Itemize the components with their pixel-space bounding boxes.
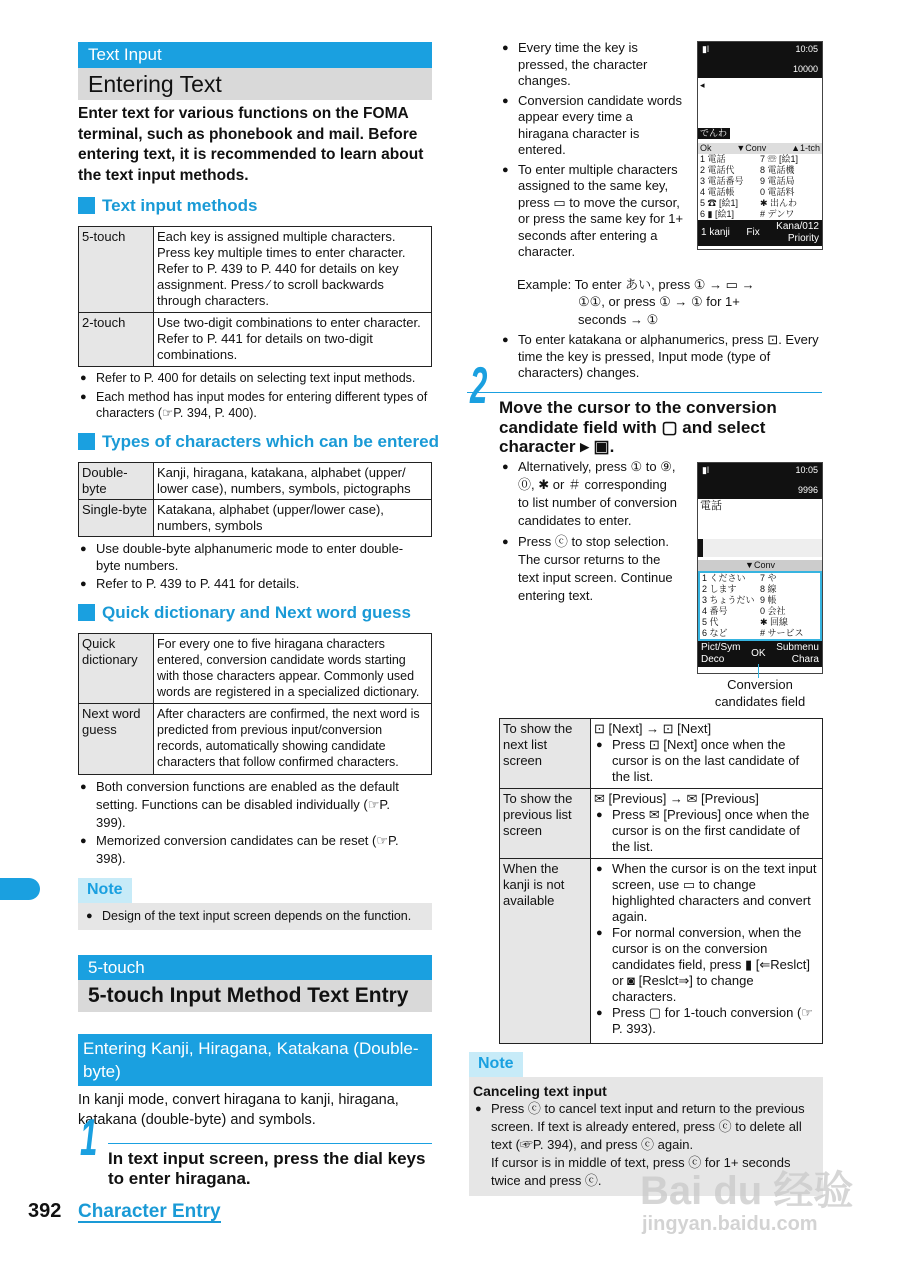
section-title: 5-touch Input Method Text Entry (78, 980, 432, 1012)
heading-input-methods: Text input methods (78, 196, 258, 216)
key-bullets (500, 40, 685, 261)
step2-bullets (500, 458, 680, 605)
intro-text: Enter text for various functions on the FOMA terminal, such as phonebook and mail. Before entering text, it is recommended to learn about the text input methods. (78, 105, 424, 184)
list-item: ● Memorized conversion candidates can be reset (☞P. 398). (78, 832, 408, 868)
softkey: 1 kanji (701, 227, 730, 238)
phone-screen-1: ▮l 10:05 10000 ◂ でんわ Ok ▼Conv ▲1-tch 1 電話 2 電話代 3 電話番号 4 電話帳 5 ☎ [絵1] 6 ▮ [絵1] 7 ☏ [絵1] 8 電話機 9 電話局 0 電話料 ✱ 出んわ # デンワ 1 kanji Fix Kana/012 Priority (697, 41, 823, 250)
cell-label: To show the previous list screen (500, 789, 591, 859)
katakana-bullet (500, 332, 820, 382)
conversion-table (499, 718, 823, 1044)
methods-bullets (78, 370, 436, 422)
candidate[interactable]: 4 番号 (702, 606, 728, 616)
page-title: Entering Text (78, 68, 432, 100)
phone-screen-2 (697, 462, 823, 674)
section-category: 5-touch (78, 955, 432, 981)
callout-line (758, 664, 759, 678)
step-text: In text input screen, press the dial keys to enter hiragana. (108, 1143, 432, 1189)
cell-label: When the kanji is not available (500, 859, 591, 1044)
input-text: 電話 (700, 500, 722, 512)
list-item: ● Press ⓒ to stop selection. The cursor returns to the text input screen. Continue entering text. (500, 533, 680, 605)
candidate: 3 電話番号 (700, 176, 744, 186)
cell-label: Next word guess (79, 704, 154, 775)
methods-table (78, 226, 432, 367)
candidate[interactable]: 8 線 (760, 584, 777, 594)
step-text: Move the cursor to the conversion candidate field with ▢ and select character ▸ ▣. (499, 398, 777, 456)
char-count: 9996 (797, 485, 818, 495)
candidate: 8 電話機 (760, 165, 795, 175)
heading-quick-dictionary: Quick dictionary and Next word guess (78, 603, 411, 623)
quick-table (78, 633, 432, 775)
cell-desc: Kanji, hiragana, katakana, alphabet (upper/ lower case), numbers, symbols, pictographs (154, 463, 432, 500)
list-item: ● Design of the text input screen depends on the function. (84, 908, 426, 925)
cell-head: ✉ [Previous] → ✉ [Previous] (594, 791, 759, 806)
list-item: ● Press ⓒ to cancel text input and return to the previous screen. If text is already entered, press ⓒ to delete all text (☞P. 394), and press ⓒ again. (473, 1100, 819, 1154)
list-item: ● Alternatively, press ① to ⑨, ⓪, ✱ or ＃ corresponding to list number of conversion candidates to enter. (500, 458, 680, 530)
candidate[interactable]: # サービス (760, 628, 804, 638)
section-category: Text Input (78, 42, 432, 68)
candidate[interactable]: 2 します (702, 584, 737, 594)
cell-desc: Use two-digit combinations to enter character. Refer to P. 441 for details on two-digit combinations. (154, 313, 432, 367)
list-item: ● Every time the key is pressed, the character changes. (500, 40, 685, 90)
candidate[interactable]: 1 ください (702, 573, 746, 583)
list-item: ● Press ▢ for 1-touch conversion (☞P. 393). (594, 1005, 819, 1037)
example-line: seconds → ① (578, 312, 659, 327)
list-item: ● To enter multiple characters assigned to the same key, press ▭ to move the cursor, or press the same key for 1+ seconds after entering a character. (500, 162, 685, 261)
list-item: ● Refer to P. 400 for details on selecting text input methods. (78, 370, 436, 387)
types-table (78, 462, 432, 537)
cell-label: To show the next list screen (500, 719, 591, 789)
list-item: ● Refer to P. 439 to P. 441 for details. (78, 576, 408, 593)
softkey: ▼Conv (736, 143, 767, 153)
candidate: 7 ☏ [絵1] (760, 154, 799, 164)
note-label: Note (469, 1052, 523, 1077)
candidate: # デンワ (760, 209, 795, 219)
cell-desc: Each key is assigned multiple characters. Press key multiple times to enter character. Refer to P. 439 to P. 440 for details on key assignment. Press ⁄ to scroll backwards through characters. (154, 227, 432, 313)
signal-icon: ▮l (702, 465, 709, 475)
chapter-tab (0, 878, 40, 900)
note-title: Canceling text input (473, 1082, 607, 1099)
softkey: Deco (701, 654, 725, 665)
note-box (78, 878, 432, 930)
example-line: To enter あい, press ① → ▭ → (574, 277, 755, 292)
step-number: 2 (470, 357, 488, 415)
example (517, 277, 827, 329)
char-count: 10000 (792, 64, 818, 74)
candidate[interactable]: 5 代 (702, 617, 719, 627)
list-item: ● For normal conversion, when the cursor is on the conversion candidates field, press ▮ [⇐Reslct] or ◙ [Reslct⇒] to change characters. (594, 925, 819, 1005)
candidate: 0 電話料 (760, 187, 795, 197)
candidate: 1 電話 (700, 154, 726, 164)
candidate[interactable]: 3 ちょうだい (702, 595, 755, 605)
signal-icon: ▮l (702, 44, 709, 54)
page-number: 392 (28, 1200, 62, 1222)
softkey: Kana/012 (776, 221, 819, 232)
softkey: Submenu (776, 642, 819, 653)
cell-label: 5-touch (79, 227, 154, 313)
candidate: 6 ▮ [絵1] (700, 209, 734, 219)
softkey: Chara (791, 654, 819, 665)
candidate: 5 ☎ [絵1] (700, 198, 739, 208)
cell-desc: Katakana, alphabet (upper/lower case), numbers, symbols (154, 500, 432, 537)
input-text: でんわ (698, 128, 730, 139)
candidate[interactable]: 7 や (760, 573, 777, 583)
candidate: 2 電話代 (700, 165, 735, 175)
quick-bullets (78, 778, 408, 868)
softkey: ▼Conv (698, 560, 822, 571)
cell-label: 2-touch (79, 313, 154, 367)
cell-desc: After characters are confirmed, the next word is predicted from previous input/conversion records, automatically showing candidate characters that follow confirmed characters. (154, 704, 432, 775)
watermark-logo: Bai du 经验 (640, 1169, 854, 1213)
candidate[interactable]: 9 帳 (760, 595, 777, 605)
clock: 10:05 (795, 465, 818, 475)
heading-char-types: Types of characters which can be entered (78, 432, 439, 452)
list-item: ● Press ✉ [Previous] once when the cursor is on the first candidate of the list. (594, 807, 819, 855)
softkey: Priority (787, 233, 819, 244)
softkey: Pict/Sym (701, 642, 741, 653)
chapter-title: Character Entry (78, 1201, 221, 1222)
cell-label: Double-byte (79, 463, 154, 500)
softkey: OK (751, 648, 766, 659)
callout-caption: Conversion candidates field (714, 677, 806, 709)
types-bullets (78, 541, 408, 593)
candidate[interactable]: 6 など (702, 628, 728, 638)
example-label: Example: (517, 277, 572, 292)
subsection-title: Entering Kanji, Hiragana, Katakana (Double-byte) (78, 1034, 432, 1086)
softkey: Fix (746, 227, 760, 238)
softkey: ▲1-tch (791, 143, 820, 153)
list-item: ● To enter katakana or alphanumerics, press ⊡. Every time the key is pressed, Input mode (type of characters) changes. (500, 332, 820, 382)
note-text: If cursor is in middle of text, press ⓒ for 1+ seconds twice and press ⓒ. (491, 1154, 791, 1188)
candidate: ✱ 出んわ (760, 198, 798, 208)
step-number: 1 (80, 1109, 98, 1167)
clock: 10:05 (795, 44, 818, 54)
candidate[interactable]: ✱ 回線 (760, 617, 789, 627)
cell-desc: For every one to five hiragana characters entered, conversion candidate words starting with those characters appear. Commonly used words are registered in a specialized dictionary. (154, 634, 432, 704)
conversion-candidates-field[interactable] (698, 571, 822, 641)
cell-label: Quick dictionary (79, 634, 154, 704)
subsection-text: In kanji mode, convert hiragana to kanji, hiragana, katakana (double-byte) and symbols. (78, 1092, 399, 1128)
list-item: ● Each method has input modes for entering different types of characters (☞P. 394, P. 400). (78, 389, 436, 422)
watermark-url: jingyan.baidu.com (642, 1213, 818, 1235)
example-line: ①①, or press ① → ① for 1+ (578, 293, 740, 309)
list-item: ● When the cursor is on the text input screen, use ▭ to change highlighted characters and convert again. (594, 861, 819, 925)
cell-label: Single-byte (79, 500, 154, 537)
candidate: 9 電話局 (760, 176, 795, 186)
candidate-list (698, 154, 822, 220)
candidate[interactable]: 0 会社 (760, 606, 786, 616)
list-item: ● Both conversion functions are enabled as the default setting. Functions can be disabled individually (☞P. 399). (78, 778, 408, 832)
list-item: ● Use double-byte alphanumeric mode to enter double-byte numbers. (78, 541, 408, 574)
candidate: 4 電話帳 (700, 187, 735, 197)
note-label: Note (78, 878, 132, 903)
softkey: Ok (700, 143, 712, 153)
list-item: ● Conversion candidate words appear every time a hiragana character is entered. (500, 93, 685, 159)
list-item: ● Press ⊡ [Next] once when the cursor is on the last candidate of the list. (594, 737, 819, 785)
cell-head: ⊡ [Next] → ⊡ [Next] (594, 721, 712, 736)
